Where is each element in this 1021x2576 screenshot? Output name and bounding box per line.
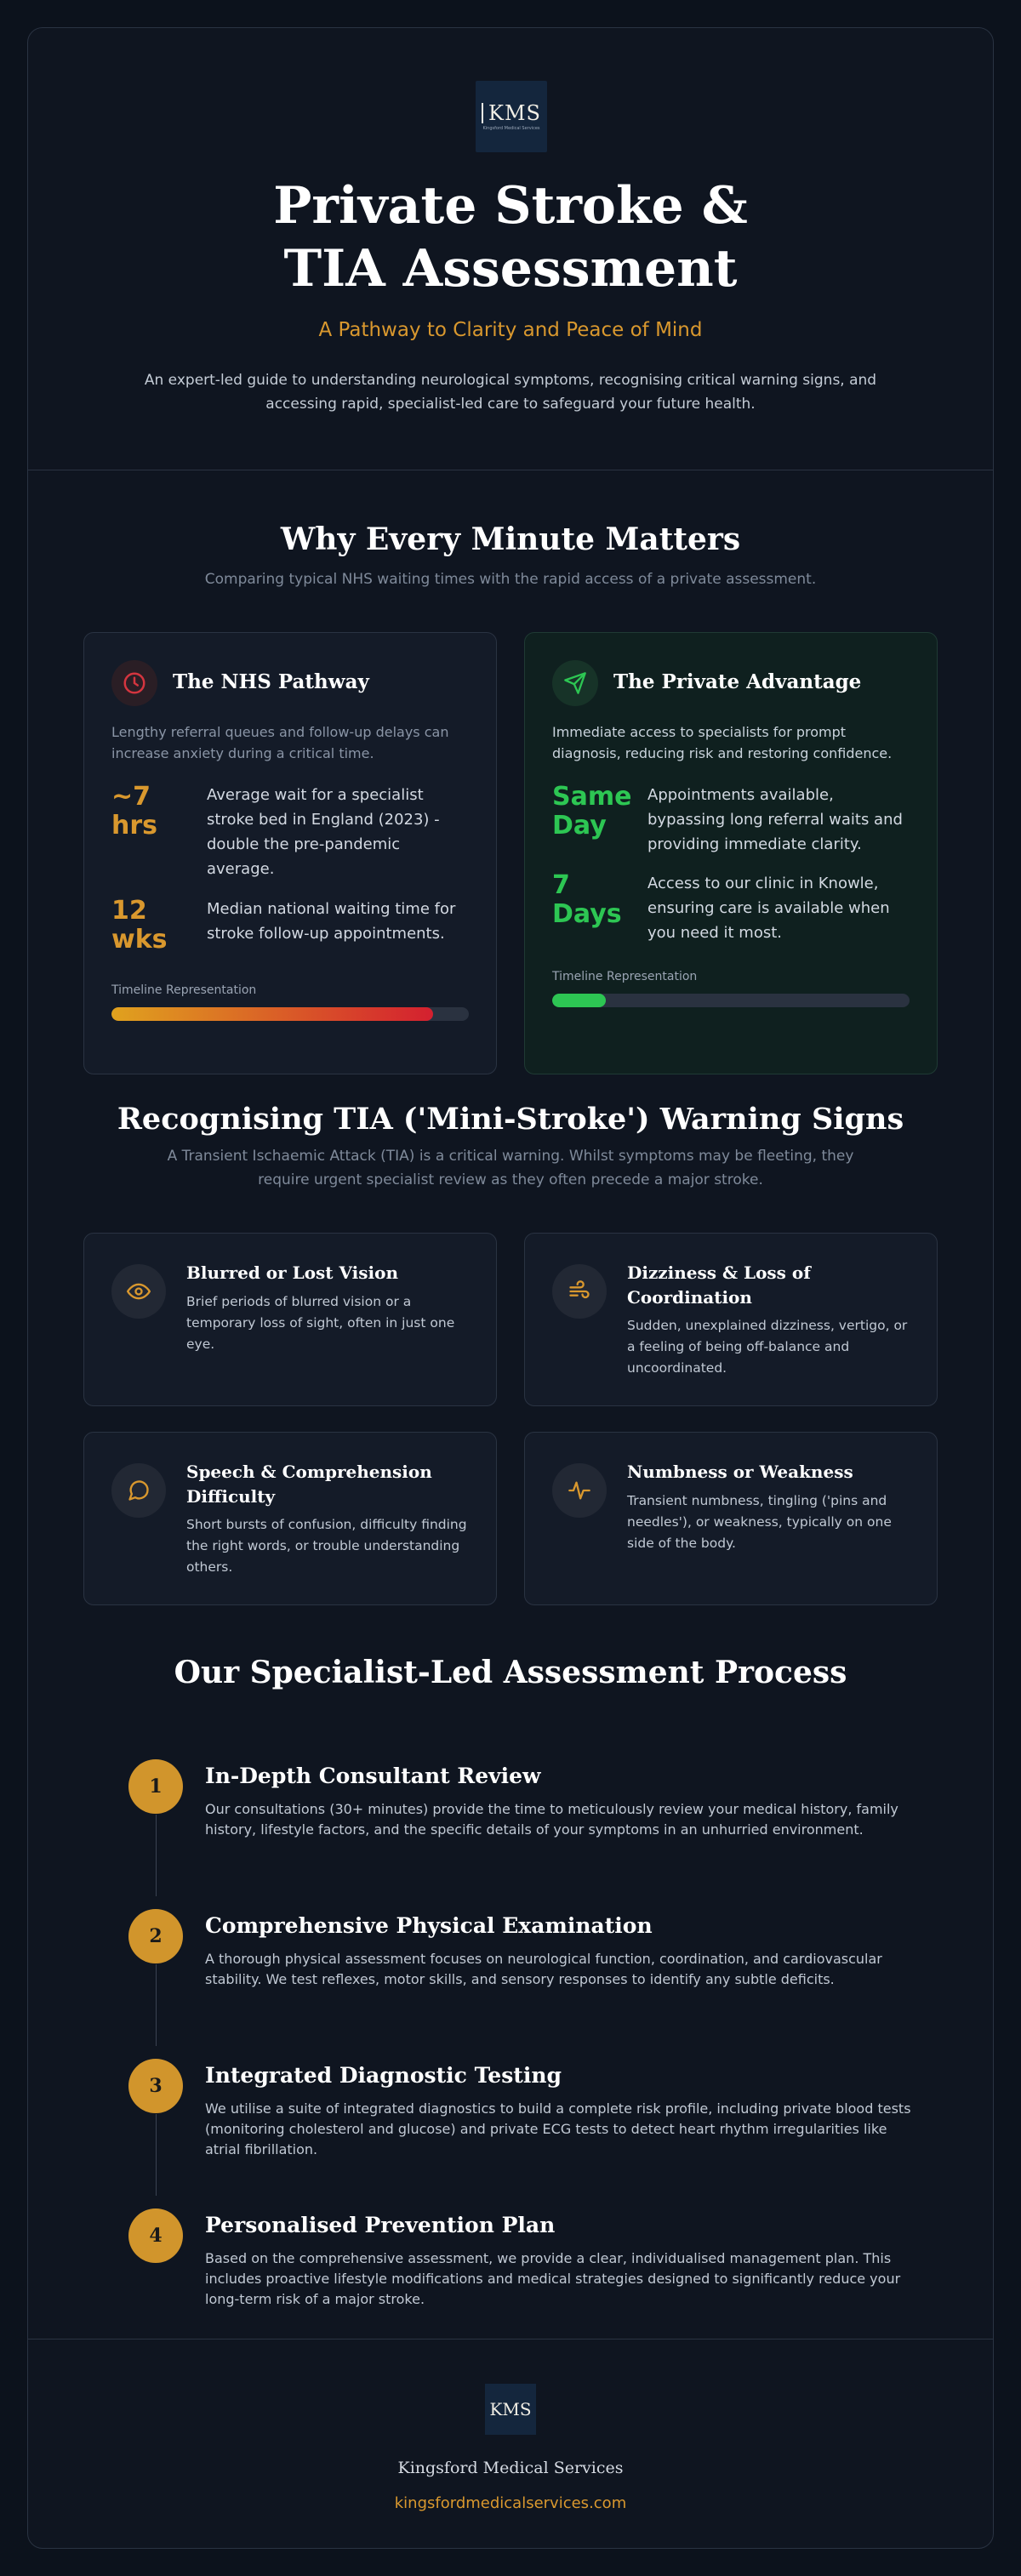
sign-text-numbness: Transient numbness, tingling ('pins and needles'), or weakness, typically on one side of the body. <box>627 1493 892 1551</box>
sign-text-speech: Short bursts of confusion, difficulty finding the right words, or trouble understanding others. <box>186 1517 467 1575</box>
nhs-stat-2 <box>111 897 469 965</box>
sign-text-vision: Brief periods of blurred vision or a temporary loss of sight, often in just one eye. <box>186 1294 455 1352</box>
step-number-1: 1 <box>128 1759 183 1814</box>
page-subtitle: A Pathway to Clarity and Peace of Mind <box>318 319 703 341</box>
send-icon <box>552 660 598 706</box>
step-text-1: Our consultations (30+ minutes) provide the time to meticulously review your medical history, family history, lifestyle factors, and the specific details of your symptoms in an unhurried environment. <box>205 1801 898 1838</box>
logo-text: KMS <box>482 103 541 123</box>
sign-card-dizziness <box>524 1233 938 1406</box>
sign-title-numbness: Numbness or Weakness <box>627 1462 853 1482</box>
nhs-pathway-card <box>83 632 497 1074</box>
step-title-2: Comprehensive Physical Examination <box>205 1913 653 1938</box>
page-description: An expert-led guide to understanding neurological symptoms, recognising critical warning signs, and accessing rapid, specialist-led care to safeguard your future health. <box>144 372 877 413</box>
page-frame <box>27 27 994 2549</box>
private-stat-2-text: Access to our clinic in Knowle, ensuring care is available when you need it most. <box>647 875 890 942</box>
private-stat-2-value: 7 Days <box>552 870 622 929</box>
nhs-timeline-bar <box>111 1007 469 1021</box>
private-stat-2 <box>552 871 910 948</box>
nhs-stat-1-text: Average wait for a specialist stroke bed in England (2023) - double the pre-pandemic average. <box>207 786 440 878</box>
nhs-stat-1 <box>111 783 469 876</box>
private-timeline-label: Timeline Representation <box>552 970 698 983</box>
private-timeline-fill <box>552 994 606 1007</box>
minutes-title: Why Every Minute Matters <box>280 521 741 557</box>
nhs-timeline-fill <box>111 1007 433 1021</box>
logo-subtext: Kingsford Medical Services <box>482 125 540 131</box>
footer-company-name: Kingsford Medical Services <box>397 2459 624 2477</box>
nhs-card-title: The NHS Pathway <box>173 670 369 693</box>
pulse-icon <box>552 1463 607 1518</box>
footer-website-link[interactable]: kingsfordmedicalservices.com <box>394 2494 627 2512</box>
step-connector-2 <box>156 1964 157 2046</box>
step-text-2: A thorough physical assessment focuses on neurological function, coordination, and cardiovascular stability. We test reflexes, motor skills, and sensory responses to identify any subtle deficits. <box>205 1951 882 1987</box>
clock-icon <box>111 660 157 706</box>
step-title-3: Integrated Diagnostic Testing <box>205 2063 562 2088</box>
nhs-stat-2-text: Median national waiting time for stroke follow-up appointments. <box>207 900 456 943</box>
sign-card-speech <box>83 1432 497 1605</box>
nhs-card-description: Lengthy referral queues and follow-up delays can increase anxiety during a critical time. <box>111 724 449 761</box>
process-title: Our Specialist-Led Assessment Process <box>174 1655 847 1690</box>
footer-logo: KMS <box>485 2384 536 2435</box>
private-stat-1-text: Appointments available, bypassing long referral waits and providing immediate clarity. <box>647 786 903 853</box>
private-card-title: The Private Advantage <box>613 670 862 693</box>
signs-title: Recognising TIA ('Mini-Stroke') Warning Signs <box>117 1102 904 1137</box>
page-title: Private Stroke & TIA Assessment <box>273 176 748 299</box>
private-advantage-card <box>524 632 938 1074</box>
private-card-description: Immediate access to specialists for prompt diagnosis, reducing risk and restoring confidence. <box>552 724 893 761</box>
nhs-timeline-label: Timeline Representation <box>111 983 257 997</box>
step-title-4: Personalised Prevention Plan <box>205 2213 556 2237</box>
private-stat-1 <box>552 783 910 868</box>
signs-subtitle: A Transient Ischaemic Attack (TIA) is a critical warning. Whilst symptoms may be fleeting, they require urgent specialist review as they often precede a major stroke. <box>167 1148 854 1188</box>
step-connector-3 <box>156 2114 157 2196</box>
step-number-3: 3 <box>128 2059 183 2113</box>
speech-bubble-icon <box>111 1463 166 1518</box>
sign-title-vision: Blurred or Lost Vision <box>186 1262 398 1283</box>
eye-icon <box>111 1264 166 1319</box>
sign-card-numbness <box>524 1432 938 1605</box>
step-text-4: Based on the comprehensive assessment, we provide a clear, individualised management plan. This includes proactive lifestyle modifications and medical strategies designed to significantly reduce your long-term risk of a major stroke. <box>205 2250 901 2307</box>
nhs-stat-1-value: ~7 hrs <box>111 782 158 841</box>
wind-icon <box>552 1264 607 1319</box>
kms-logo <box>476 81 547 152</box>
step-connector-1 <box>156 1815 157 1896</box>
step-number-2: 2 <box>128 1909 183 1963</box>
step-text-3: We utilise a suite of integrated diagnostics to build a complete risk profile, including private blood tests (monitoring cholesterol and glucose) and private ECG tests to detect heart rhythm irregularities like atrial fibrillation. <box>205 2100 911 2157</box>
private-stat-1-value: Same Day <box>552 782 632 841</box>
sign-title-dizziness: Dizziness & Loss of Coordination <box>627 1262 811 1308</box>
footer <box>28 2339 993 2548</box>
private-timeline-bar <box>552 994 910 1007</box>
sign-card-vision <box>83 1233 497 1406</box>
step-number-4: 4 <box>128 2208 183 2263</box>
hero-section <box>28 28 993 470</box>
nhs-stat-2-value: 12 wks <box>111 896 168 955</box>
step-title-1: In-Depth Consultant Review <box>205 1764 541 1788</box>
minutes-subtitle: Comparing typical NHS waiting times with the rapid access of a private assessment. <box>204 571 817 588</box>
sign-title-speech: Speech & Comprehension Difficulty <box>186 1462 432 1507</box>
sign-text-dizziness: Sudden, unexplained dizziness, vertigo, or a feeling of being off-balance and uncoordinated. <box>627 1318 908 1376</box>
